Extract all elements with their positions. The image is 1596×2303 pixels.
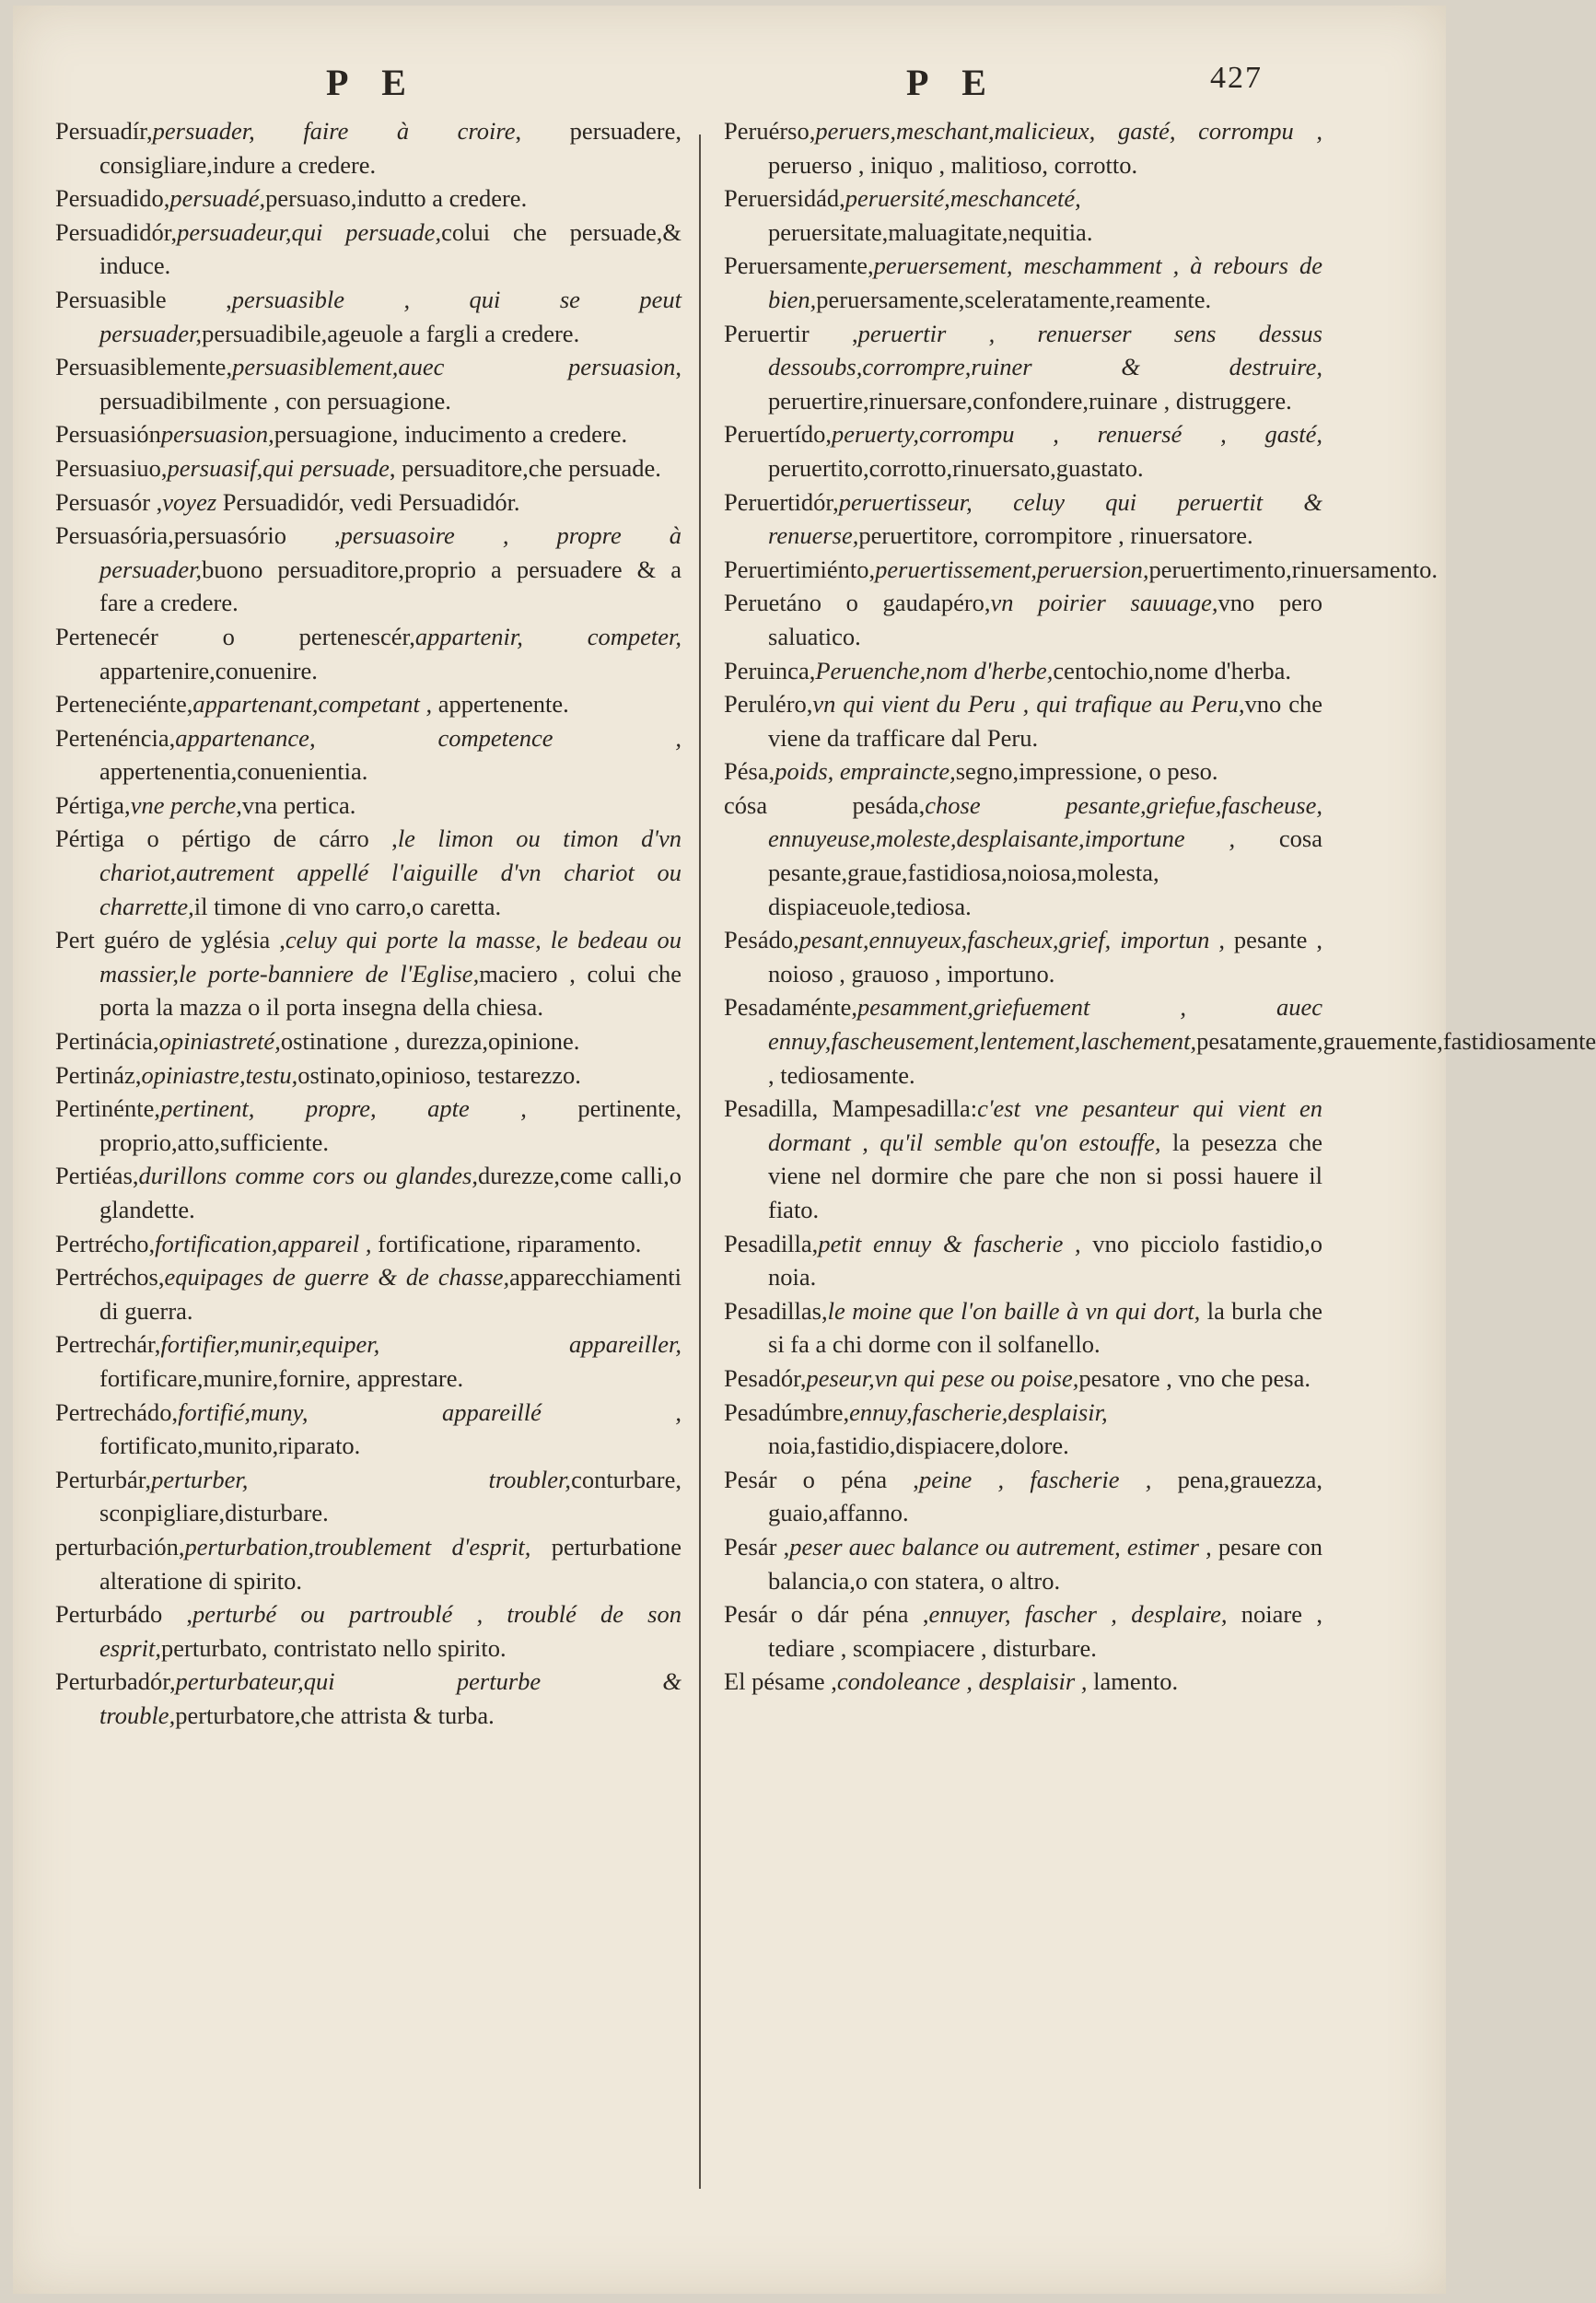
entry-french: peruerty,corrompu , renuersé , gasté, [832,420,1322,449]
entry-headword: El pésame , [724,1667,837,1696]
entry-headword: Pertináz, [55,1060,142,1089]
entry-italian: la burla che si fa a chi dorme con il solfanello. [768,1296,1322,1359]
dictionary-entry [724,181,1322,249]
entry-italian: il timone di vno carro,o caretta. [193,892,502,920]
entry-italian: vno pero saluatico. [768,589,1322,650]
column-divider [699,134,701,2189]
dictionary-entry [55,789,682,823]
entry-italian: pertinente, proprio,atto,sufficiente. [99,1094,682,1156]
entry-headword: Perturbádo , [55,1600,193,1629]
entry-french: persuasif,qui persuade [167,453,390,482]
entry-headword: Peruertimiénto, [724,555,876,583]
entry-italian: fortificatione, riparamento. [371,1229,642,1257]
entry-french: persuadé, [169,184,266,213]
entry-italian: colui che persuade,& induce. [99,217,682,280]
entry-headword: Pertréchos, [55,1263,165,1292]
entry-headword: Peruléro, [724,690,813,719]
dictionary-entry [724,1362,1322,1396]
entry-italian: persuadibile,ageuole a fargli a credere. [202,319,580,347]
entry-italian: cosa pesante,graue,fastidiosa,noiosa,molesta, dispiaceuole,tediosa. [768,824,1323,920]
entry-headword: Pésa, [724,757,775,786]
entry-french: vne perche, [130,790,242,819]
entry-headword: Peruérso, [724,117,816,145]
dictionary-entry [724,923,1322,990]
entry-italian: durezze,come calli,o glandette. [99,1162,682,1223]
entry-french: equipages de guerre & de chasse, [164,1263,510,1292]
entry-italian: peruertimento,rinuersamento. [1148,555,1438,583]
entry-headword: Pesadór, [724,1363,807,1392]
dictionary-entry [724,249,1322,316]
entry-italian: fortificato,munito,riparato. [99,1432,361,1460]
entry-french: opiniastreté, [158,1027,281,1056]
entry-italian: maciero , colui che porta la mazza o il porta insegna della chiesa. [99,959,682,1022]
entry-headword: Pesár , [724,1532,790,1561]
dictionary-entry [55,1396,682,1463]
dictionary-entry [55,1159,682,1226]
entry-headword: perturbación, [55,1532,185,1561]
entry-french: peruertisseur, celuy qui peruertit & renuerse, [768,487,1322,550]
entry-headword: Peruinca, [724,656,816,684]
entry-italian: perturbatore,che attrista & turba. [175,1701,495,1729]
entry-italian: , persuadere, consigliare,indure a credere. [99,117,682,179]
left-column [55,114,682,2215]
entry-french: peruersité,meschanceté, [845,184,1081,213]
running-header [13,61,1446,116]
dictionary-entry [724,654,1322,688]
entry-french: pesamment,griefuement , auec ennuy,fascheusement,lentement,laschement, [768,993,1322,1056]
entry-french: fortifié,muny, appareillé , [178,1397,682,1426]
entry-headword: Pesadaménte, [724,993,857,1022]
entry-headword: Pertrechár, [55,1330,161,1359]
entry-italian: conturbare, sconpigliare,disturbare. [99,1465,682,1527]
entry-italian: peruersamente,sceleratamente,reamente. [816,285,1212,313]
entry-italian: peruertito,corrotto,rinuersato,guastato. [768,453,1144,482]
entry-french: voyez [162,487,217,516]
entry-italian: perturbato, contristato nello spirito. [161,1633,507,1662]
entry-french: vn poirier sauuage, [990,589,1218,617]
dictionary-entry [724,1092,1322,1226]
entry-french: peseur,vn qui pese ou poise, [806,1363,1079,1392]
dictionary-entry [55,1092,682,1159]
entry-headword: cósa pesáda, [724,790,926,819]
entry-italian: vna pertica. [241,790,356,819]
entry-headword: Persuasiblemente, [55,353,233,381]
dictionary-entry [724,1396,1322,1463]
dictionary-entry [55,1597,682,1665]
entry-french: petit ennuy & fascherie , [818,1229,1081,1257]
entry-italian: apparecchiamenti di guerra. [99,1263,682,1325]
dictionary-entry [724,586,1322,653]
entry-french: persuader, faire à croire [152,117,516,145]
entry-italian: peruertitore, corrompitore , rinuersatore. [858,521,1253,550]
entry-headword: Peruersidád, [724,184,845,213]
dictionary-entry [55,1260,682,1327]
entry-french: peruersement, meschamment , à rebours de bien, [768,251,1322,313]
entry-french: condoleance , desplaisir , [836,1667,1088,1696]
entry-headword: Pesár o péna , [724,1465,919,1493]
entry-headword: Peruertir , [724,319,858,347]
entry-headword: Pesár o dár péna , [724,1600,929,1629]
dictionary-entry [724,687,1322,754]
entry-french: persuadeur,qui persuade, [177,217,442,246]
entry-french: ennuy,fascherie,desplaisir, [849,1397,1108,1426]
dictionary-entry [55,216,682,283]
entry-french: chose pesante,griefue,fascheuse, ennuyeuse,moleste,desplaisante,importune , [768,790,1322,853]
entry-french: peser auec balance ou autrement, estimer , [789,1532,1212,1561]
entry-headword: Persuasión [55,420,161,449]
entry-french: le limon ou timon d'vn chariot,autrement appellé l'aiguille d'vn chariot ou charrette, [99,824,682,920]
entry-headword: Pert guéro de yglésia , [55,926,285,954]
dictionary-entry [724,990,1596,1092]
entry-italian: peruertire,rinuersare,confondere,ruinare , distruggere. [768,386,1292,415]
entry-french: persuasoire , propre à persuader, [99,521,682,583]
entry-headword: Pesádo, [724,926,799,954]
header-left-letters: P E [326,62,419,103]
header-right-letters: P E [906,62,999,103]
entry-italian: la pesezza che viene nel dormire che pare che non si possi hauere il fiato. [768,1128,1322,1223]
dictionary-entry [55,1327,682,1395]
dictionary-entry [55,620,682,687]
dictionary-entry [55,114,682,181]
entry-headword: Persuasiuo, [55,453,168,482]
entry-french: poids, empraincte, [775,757,956,786]
entry-headword: Persuadír, [55,117,153,145]
entry-headword: Perteneciénte, [55,690,193,719]
entry-italian: peruersitate,maluagitate,nequitia. [768,217,1093,246]
entry-italian: persuaso,indutto a credere. [265,184,528,213]
entry-headword: Pértiga, [55,790,131,819]
entry-italian: fortificare,munire,fornire, apprestare. [99,1363,464,1392]
dictionary-entry [55,350,682,417]
dictionary-entry [55,822,682,923]
dictionary-entry [55,1058,682,1093]
entry-headword: Pertiéas, [55,1162,139,1190]
entry-french: perturbation,troublement d'esprit, [184,1532,531,1561]
entry-french: peruertissement,peruersion, [875,555,1149,583]
entry-italian: pesare con balancia,o con statera, o altro. [768,1532,1322,1595]
dictionary-entry [55,1227,682,1261]
entry-french: pertinent, propre, apte , [160,1094,527,1123]
entry-headword: Persuasória,persuasório , [55,521,341,550]
entry-headword: Peruersamente, [724,251,874,280]
dictionary-entry [724,1294,1322,1362]
entry-french: c'est vne pesanteur qui vient en dormant , qu'il semble qu'on estouffe, [768,1094,1322,1156]
entry-french: ennuyer, fascher , desplaire, [928,1600,1228,1629]
entry-italian: Persuadidór, vedi Persuadidór. [216,487,520,516]
entry-headword: Pertrécho, [55,1229,156,1257]
entry-french: durillons comme cors ou glandes, [138,1162,478,1190]
dictionary-entry [55,687,682,721]
entry-headword: Persuadido, [55,184,170,213]
entry-headword: Peruertído, [724,420,833,449]
dictionary-entry [55,1530,682,1597]
entry-italian: persuagione, inducimento a credere. [274,420,628,449]
entry-french: persuasion, [160,420,274,449]
entry-italian: pena,grauezza, guaio,affanno. [768,1465,1322,1527]
entry-italian: noia,fastidio,dispiacere,dolore. [768,1432,1069,1460]
book-page [13,6,1596,2294]
dictionary-entry [724,553,1438,587]
entry-french: Peruenche,nom d'herbe, [815,656,1054,684]
dictionary-entry [724,1227,1322,1294]
dictionary-entry [724,1463,1322,1530]
entry-headword: Pertinácia, [55,1027,159,1056]
entry-italian: peruerso , iniquo , malitioso, corrotto. [768,150,1138,179]
dictionary-entry [724,754,1322,789]
entry-french: appartenir, competer, [414,622,682,650]
page-number: 427 [1210,61,1263,95]
entry-italian: appartenire,conuenire. [99,656,318,684]
dictionary-entry [55,181,682,216]
entry-headword: Perturbadór, [55,1667,176,1696]
entry-french: appartenance, competence , [175,723,682,752]
entry-headword: Peruetáno o gaudapéro, [724,589,991,617]
right-column [724,114,1596,2215]
entry-french: celuy qui porte la masse, le bedeau ou massier,le porte-banniere de l'Eglise, [99,926,682,988]
entry-french: le moine que l'on baille à vn qui dort, [827,1296,1201,1325]
entry-italian: pesatamente,grauemente,fastidiosamente , tediosamente. [768,1027,1596,1089]
dictionary-entry [55,1665,682,1732]
entry-headword: Pertenecér o pertenescér, [55,622,415,650]
entry-french: pesant,ennuyeux,fascheux,grief, importun , [798,926,1225,954]
entry-italian: appertenente. [432,690,569,719]
dictionary-entry [724,317,1322,418]
entry-italian: pesatore , vno che pesa. [1078,1363,1311,1392]
entry-italian: vno picciolo fastidio,o noia. [768,1229,1322,1292]
entry-headword: Pertenéncia, [55,723,176,752]
entry-italian: ostinato,opinioso, testarezzo. [297,1060,581,1089]
dictionary-entry [55,519,682,620]
entry-headword: Peruertidór, [724,487,839,516]
entry-italian: noiare , tediare , scompiacere , disturbare. [768,1600,1322,1662]
entry-headword: Pesadillas, [724,1296,828,1325]
dictionary-entry [55,283,682,350]
entry-italian: vno che viene da trafficare dal Peru. [768,690,1322,752]
dictionary-entry [55,485,682,520]
entry-headword: Persuasór , [55,487,163,516]
entry-headword: Pertinénte, [55,1094,161,1123]
entry-headword: Perturbár, [55,1465,152,1493]
entry-headword: Pertrechádo, [55,1397,179,1426]
entry-french: perturber, troubler, [151,1465,572,1493]
entry-french: perturbé ou partroublé , troublé de son esprit, [99,1600,682,1662]
dictionary-entry [724,789,1322,923]
entry-french: persuasiblement,auec persuasion [232,353,676,381]
dictionary-entry [55,721,682,789]
entry-french: vn qui vient du Peru , qui trafique au Peru, [812,690,1245,719]
entry-headword: Pértiga o pértigo de cárro , [55,824,398,853]
entry-italian: pesante , noioso , grauoso , importuno. [768,926,1322,988]
entry-french: perturbateur,qui perturbe & trouble, [99,1667,682,1729]
entry-italian: centochio,nome d'herba. [1053,656,1292,684]
entry-italian: ostinatione , durezza,opinione. [280,1027,580,1056]
entry-headword: Pesadilla, [724,1229,819,1257]
dictionary-entry [55,1024,682,1058]
dictionary-entry [724,1530,1322,1597]
entry-headword: Persuadidór, [55,217,178,246]
dictionary-entry [724,1665,1322,1699]
entry-italian: buono persuaditore,proprio a persuadere & a fare a credere. [99,555,682,617]
entry-italian: segno,impressione, o peso. [955,757,1218,786]
entry-headword: Pesadilla, Mampesadilla: [724,1094,978,1123]
entry-french: peruertir , renuerser sens dessus dessoubs,corrompre,ruiner & destruire, [768,319,1322,381]
entry-headword: Persuasible , [55,285,232,313]
entry-italian: , persuadibilmente , con persuagione. [99,353,682,415]
entry-headword: Pesadúmbre, [724,1397,850,1426]
dictionary-entry [55,417,682,451]
entry-italian: , persuaditore,che persuade. [389,453,661,482]
entry-french: appartenant,competant , [192,690,433,719]
dictionary-entry [55,451,682,485]
entry-french: opiniastre,testu, [141,1060,298,1089]
entry-french: persuasible , qui se peut persuader, [99,285,682,347]
dictionary-entry [55,923,682,1024]
dictionary-entry [724,1597,1322,1665]
dictionary-entry [724,485,1322,553]
entry-french: peruers,meschant,malicieux, gasté, corrompu , [815,117,1322,145]
entry-italian: perturbatione alteratione di spirito. [99,1532,682,1595]
dictionary-entry [724,417,1322,485]
entry-french: peine , fascherie , [918,1465,1152,1493]
dictionary-entry [55,1463,682,1530]
entry-italian: appertenentia,conuenientia. [99,757,368,786]
entry-french: fortifier,munir,equiper, appareiller, [160,1330,682,1359]
dictionary-entry [724,114,1322,181]
entry-french: fortification,appareil , [155,1229,372,1257]
entry-italian: lamento. [1087,1667,1179,1696]
